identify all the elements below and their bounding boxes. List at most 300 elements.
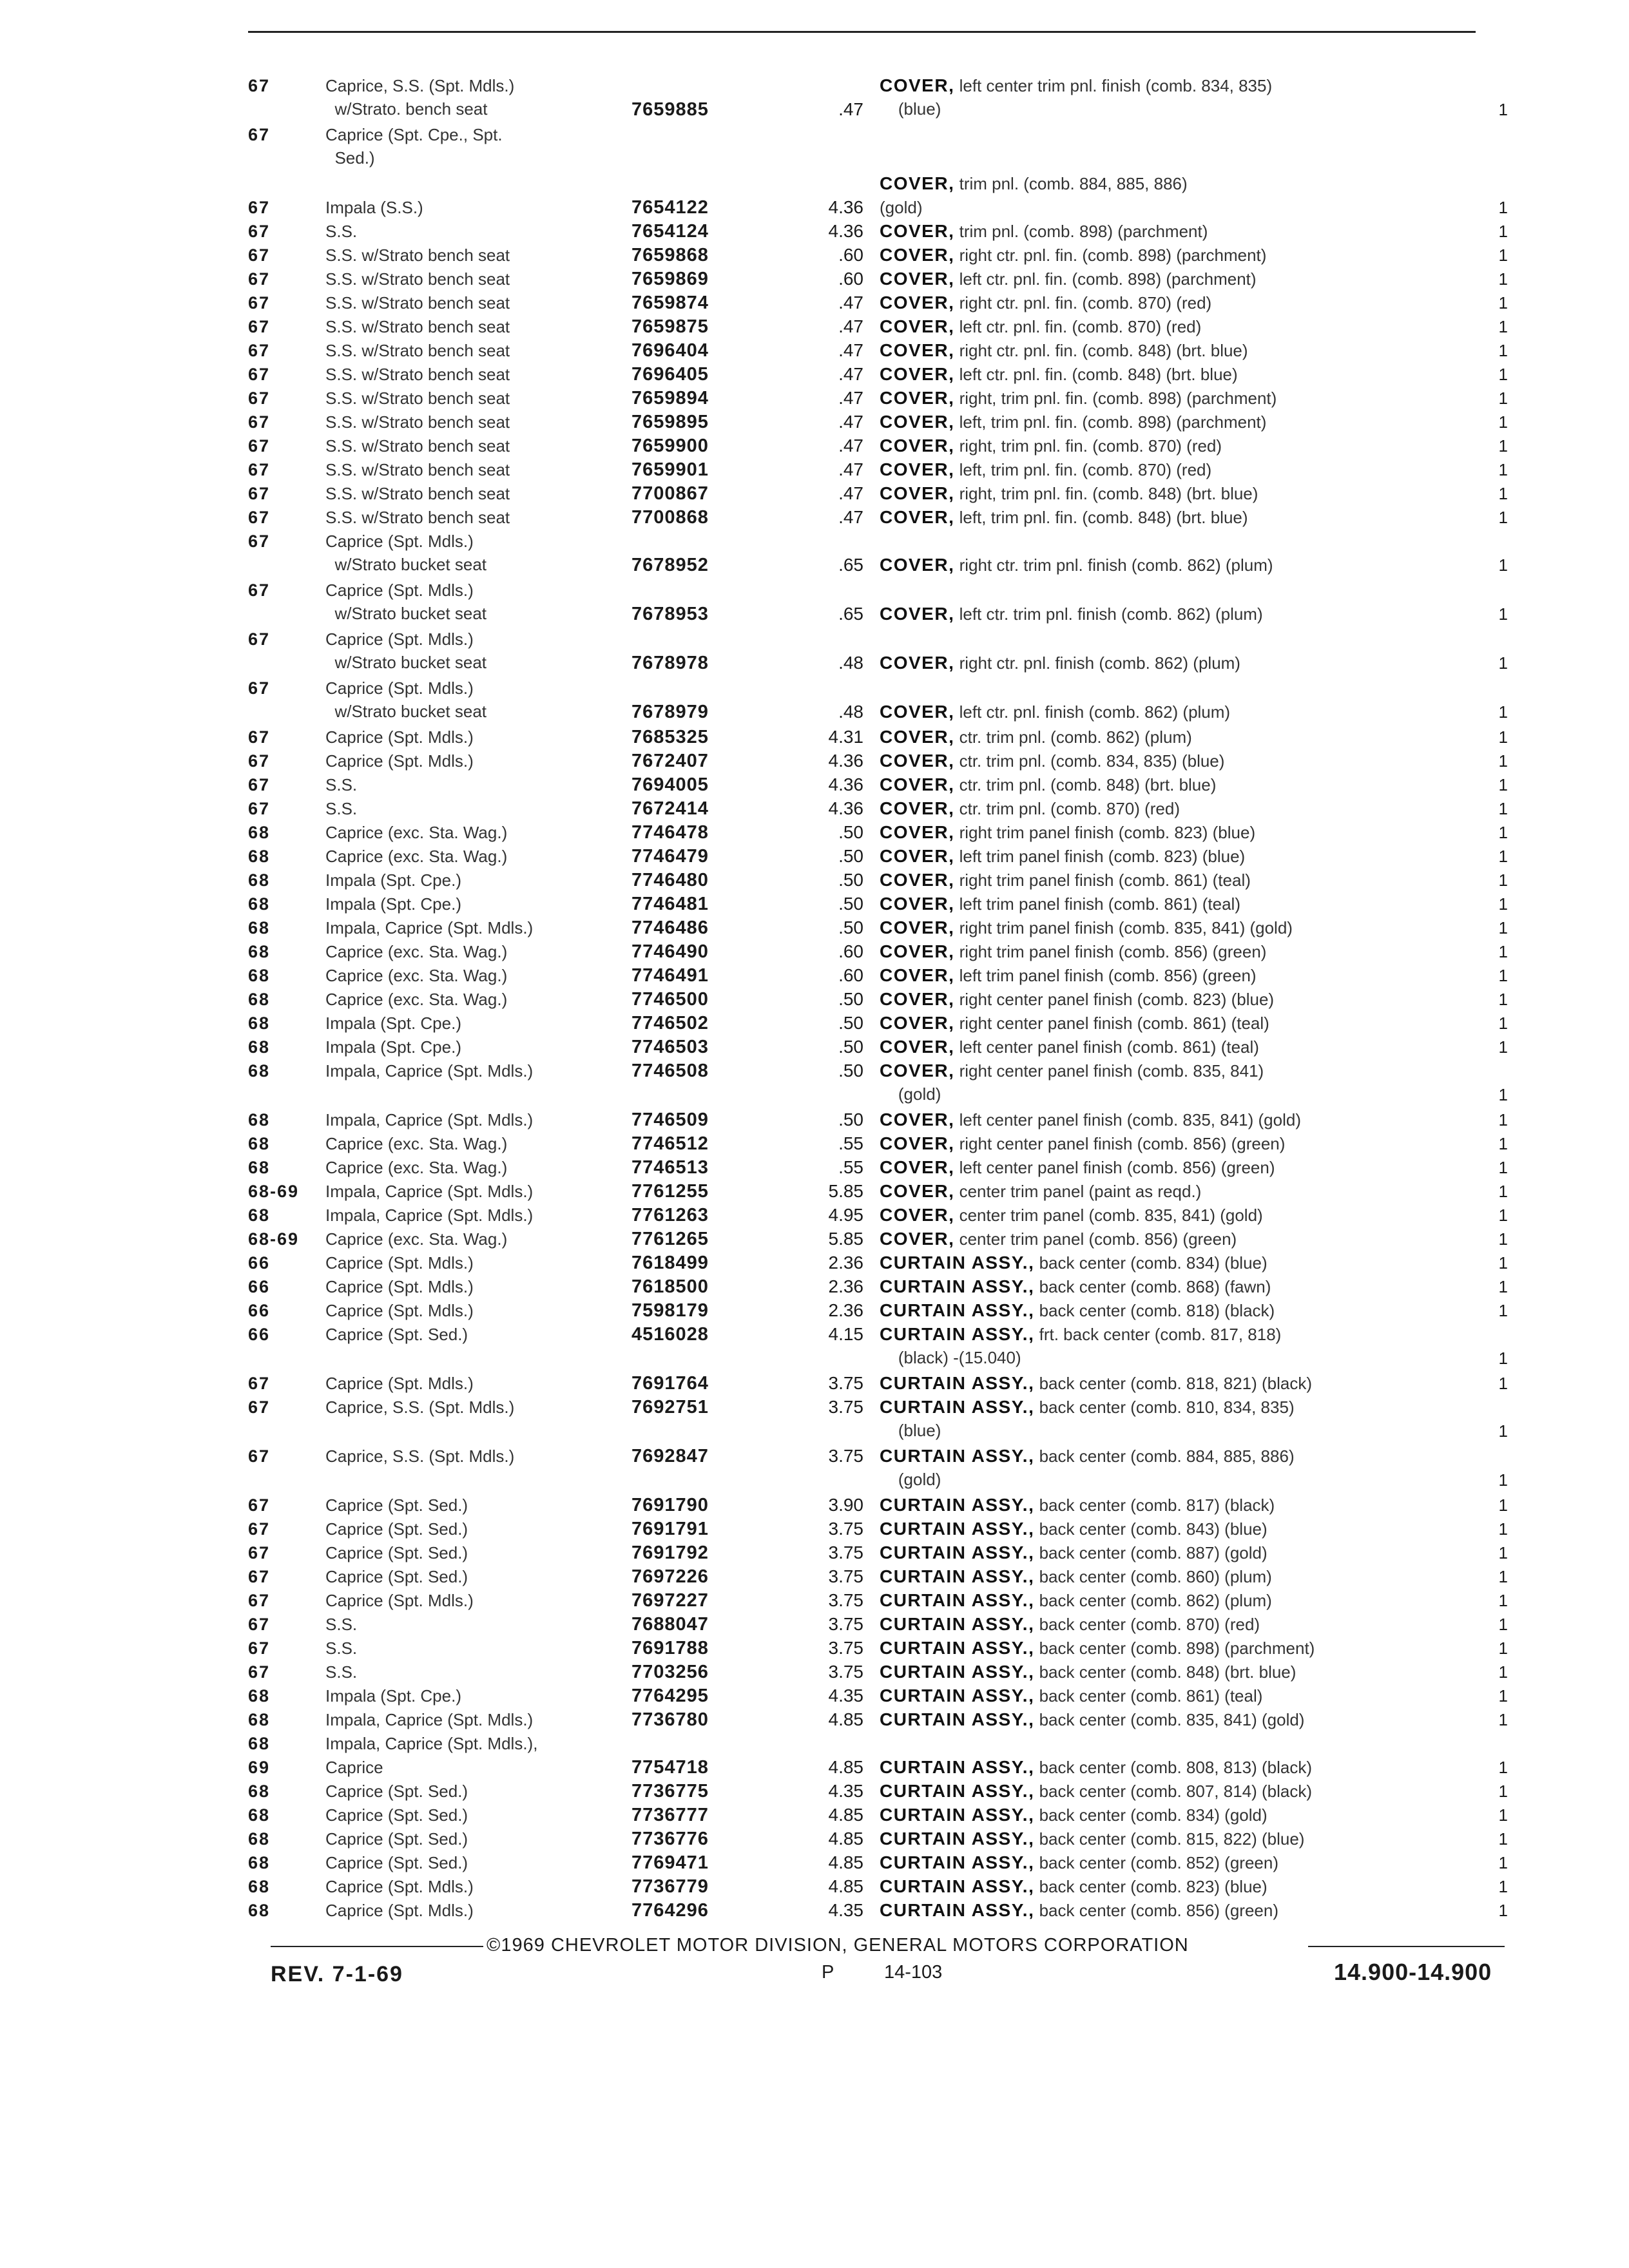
- row-description: COVER, right ctr. trim pnl. finish (comb. 862) (plum): [880, 555, 1273, 575]
- row-price: 2.36: [828, 1253, 863, 1273]
- table-row: [0, 1899, 1629, 1923]
- row-description: COVER, left ctr. pnl. fin. (comb. 898) (parchment): [880, 269, 1257, 289]
- row-year: 67: [248, 198, 271, 217]
- row-part-number: 7659869: [631, 269, 709, 289]
- row-price: 3.75: [828, 1590, 863, 1610]
- footer-revision: REV. 7-1-69: [271, 1962, 403, 1986]
- row-year: 66: [248, 1301, 271, 1320]
- row-quantity: 1: [1498, 1374, 1508, 1393]
- row-model: Caprice (exc. Sta. Wag.): [325, 1158, 508, 1177]
- row-part-number: 7692751: [631, 1397, 709, 1418]
- row-part-number: 7746480: [631, 870, 709, 890]
- row-year: 67: [248, 389, 271, 408]
- row-model: Caprice (Spt. Mdls.) w/Strato bucket seat: [325, 678, 487, 721]
- row-price: .50: [838, 1013, 863, 1033]
- row-model: Caprice (Spt. Mdls.): [325, 1901, 474, 1920]
- row-year: 67: [248, 799, 271, 818]
- row-part-number: 7746502: [631, 1013, 709, 1033]
- row-description: COVER, right, trim pnl. fin. (comb. 870) (red): [880, 436, 1222, 456]
- row-quantity: 1: [1498, 245, 1508, 265]
- row-price: .47: [838, 99, 863, 119]
- row-quantity: 1: [1498, 555, 1508, 575]
- row-description: CURTAIN ASSY., back center (comb. 815, 822) (blue): [880, 1829, 1305, 1849]
- row-description: COVER, ctr. trim pnl. (comb. 848) (brt. blue): [880, 774, 1217, 794]
- row-item-name: CURTAIN ASSY.,: [880, 1876, 1035, 1896]
- row-model: Caprice (Spt. Mdls.): [325, 1877, 474, 1896]
- row-year: 68: [248, 1037, 271, 1057]
- table-row: [0, 1227, 1629, 1251]
- row-quantity: 1: [1498, 293, 1508, 312]
- row-description: CURTAIN ASSY., back center (comb. 823) (blue): [880, 1876, 1268, 1896]
- row-part-number: 7678952: [631, 555, 709, 575]
- row-price: .50: [838, 822, 863, 842]
- table-row: [0, 244, 1629, 267]
- row-description: COVER, right, trim pnl. fin. (comb. 848) (brt. blue): [880, 483, 1258, 503]
- row-description: COVER, right trim panel finish (comb. 823) (blue): [880, 822, 1256, 842]
- row-item-name: COVER,: [880, 846, 955, 866]
- row-item-name: COVER,: [880, 870, 955, 890]
- table-row: [0, 726, 1629, 749]
- row-quantity: 1: [1498, 1591, 1508, 1610]
- row-model: S.S. w/Strato bench seat: [325, 484, 510, 503]
- table-row: [0, 363, 1629, 387]
- row-part-number: 7659874: [631, 293, 709, 313]
- row-price: 5.85: [828, 1229, 863, 1249]
- row-model: S.S.: [325, 222, 358, 241]
- row-year: 67: [248, 508, 271, 527]
- row-year: 67: [248, 1662, 271, 1682]
- row-model: S.S.: [325, 1615, 358, 1634]
- row-description: COVER, left ctr. pnl. fin. (comb. 870) (red): [880, 316, 1202, 336]
- table-row: [0, 1803, 1629, 1827]
- row-quantity: 1: [1498, 990, 1508, 1009]
- row-quantity: 1: [1498, 604, 1508, 624]
- row-part-number: 7764296: [631, 1900, 709, 1921]
- footer-rule-left: [271, 1946, 483, 1947]
- row-description: COVER, right trim panel finish (comb. 835, 841) (gold): [880, 918, 1293, 937]
- row-price: .48: [838, 653, 863, 673]
- table-row: [0, 628, 1629, 675]
- row-description: COVER, right center panel finish (comb. 835, 841) (gold): [880, 1061, 1264, 1104]
- row-quantity: 1: [1498, 942, 1508, 961]
- row-year: 67: [248, 222, 271, 241]
- row-part-number: 7736776: [631, 1829, 709, 1849]
- row-year: 68: [248, 1014, 271, 1033]
- row-price: 3.75: [828, 1614, 863, 1634]
- table-row: [0, 1396, 1629, 1443]
- row-model: Caprice (Spt. Mdls.): [325, 1374, 474, 1393]
- row-model: Impala (Spt. Cpe.): [325, 1686, 461, 1706]
- row-model: Caprice (exc. Sta. Wag.): [325, 966, 508, 985]
- row-year: 69: [248, 1758, 271, 1777]
- row-part-number: 7764295: [631, 1686, 709, 1706]
- row-quantity: 1: [1498, 1758, 1508, 1777]
- row-item-name: CURTAIN ASSY.,: [880, 1324, 1035, 1344]
- row-model: Caprice (exc. Sta. Wag.): [325, 990, 508, 1009]
- row-price: 2.36: [828, 1300, 863, 1320]
- row-item-name: CURTAIN ASSY.,: [880, 1757, 1035, 1777]
- row-price: 3.75: [828, 1446, 863, 1466]
- row-item-name: COVER,: [880, 173, 955, 193]
- row-item-name: CURTAIN ASSY.,: [880, 1519, 1035, 1539]
- row-part-number: 7697226: [631, 1566, 709, 1587]
- row-part-number: 7696404: [631, 340, 709, 361]
- row-part-number: 7691791: [631, 1519, 709, 1539]
- row-quantity: 1: [1498, 460, 1508, 479]
- row-description: CURTAIN ASSY., back center (comb. 843) (blue): [880, 1519, 1268, 1539]
- row-model: S.S. w/Strato bench seat: [325, 341, 510, 360]
- row-year: 68: [248, 1710, 271, 1729]
- row-price: .50: [838, 1037, 863, 1057]
- row-price: .47: [838, 459, 863, 479]
- table-row: [0, 1684, 1629, 1708]
- row-year: 67: [248, 678, 271, 698]
- row-model: Caprice (Spt. Sed.): [325, 1853, 468, 1872]
- row-year: 66: [248, 1277, 271, 1296]
- row-model: Impala (S.S.): [325, 198, 423, 217]
- table-row: [0, 1275, 1629, 1299]
- row-year: 67: [248, 412, 271, 432]
- row-price: .50: [838, 989, 863, 1009]
- row-price: 4.85: [828, 1829, 863, 1849]
- row-quantity: 1: [1498, 1158, 1508, 1177]
- row-description: COVER, center trim panel (paint as reqd.): [880, 1181, 1202, 1201]
- row-description: COVER, right trim panel finish (comb. 861) (teal): [880, 870, 1251, 890]
- row-part-number: 7691792: [631, 1542, 709, 1563]
- row-price: 4.35: [828, 1900, 863, 1920]
- row-description: COVER, trim pnl. (comb. 898) (parchment): [880, 221, 1208, 241]
- row-year: 67: [248, 1543, 271, 1562]
- row-quantity: 1: [1498, 1543, 1508, 1562]
- row-price: .50: [838, 918, 863, 937]
- row-model: Impala (Spt. Cpe.): [325, 870, 461, 890]
- row-year: 68: [248, 1110, 271, 1129]
- row-quantity: 1: [1498, 1782, 1508, 1801]
- row-price: 5.85: [828, 1181, 863, 1201]
- row-part-number: 7618499: [631, 1253, 709, 1273]
- row-part-number: 7659875: [631, 316, 709, 337]
- row-part-number: 7659901: [631, 459, 709, 480]
- row-year: 68: [248, 1805, 271, 1825]
- row-description: COVER, left center panel finish (comb. 861) (teal): [880, 1037, 1259, 1057]
- row-quantity: 1: [1498, 1710, 1508, 1729]
- table-row: [0, 458, 1629, 482]
- row-model: Caprice (Spt. Sed.): [325, 1543, 468, 1562]
- row-year: 68: [248, 847, 271, 866]
- row-description: CURTAIN ASSY., back center (comb. 887) (gold): [880, 1542, 1268, 1562]
- row-quantity: 1: [1498, 1421, 1508, 1441]
- row-model: S.S. w/Strato bench seat: [325, 317, 510, 336]
- row-item-name: CURTAIN ASSY.,: [880, 1829, 1035, 1849]
- table-row: [0, 677, 1629, 724]
- row-price: .47: [838, 364, 863, 384]
- row-description: CURTAIN ASSY., back center (comb. 860) (plum): [880, 1566, 1272, 1586]
- row-model: S.S. w/Strato bench seat: [325, 436, 510, 456]
- row-description: COVER, left, trim pnl. fin. (comb. 848) (brt. blue): [880, 507, 1248, 527]
- row-part-number: 7694005: [631, 774, 709, 795]
- row-item-name: COVER,: [880, 340, 955, 360]
- row-item-name: COVER,: [880, 1133, 955, 1153]
- row-price: .50: [838, 1110, 863, 1129]
- row-part-number: 7659894: [631, 388, 709, 408]
- row-model: S.S. w/Strato bench seat: [325, 460, 510, 479]
- row-price: .60: [838, 269, 863, 289]
- row-description: CURTAIN ASSY., back center (comb. 810, 834, 835) (blue): [880, 1397, 1295, 1440]
- row-quantity: 1: [1498, 389, 1508, 408]
- table-row: [0, 869, 1629, 892]
- row-item-name: COVER,: [880, 798, 955, 818]
- table-row: [0, 1780, 1629, 1803]
- row-description: COVER, right center panel finish (comb. 856) (green): [880, 1133, 1286, 1153]
- row-part-number: 7761263: [631, 1205, 709, 1225]
- table-row: [0, 773, 1629, 797]
- table-row: [0, 530, 1629, 577]
- row-quantity: 1: [1498, 1495, 1508, 1515]
- row-price: 4.85: [828, 1805, 863, 1825]
- row-year: 68: [248, 1158, 271, 1177]
- row-part-number: 7700868: [631, 507, 709, 528]
- row-quantity: 1: [1498, 1805, 1508, 1825]
- row-description: COVER, ctr. trim pnl. (comb. 834, 835) (blue): [880, 751, 1225, 771]
- row-quantity: 1: [1498, 412, 1508, 432]
- row-quantity: 1: [1498, 823, 1508, 842]
- row-year: 67: [248, 1567, 271, 1586]
- table-row: [0, 964, 1629, 988]
- row-price: .65: [838, 604, 863, 624]
- row-quantity: 1: [1498, 1853, 1508, 1872]
- row-item-name: COVER,: [880, 269, 955, 289]
- row-model: Impala, Caprice (Spt. Mdls.): [325, 918, 534, 937]
- table-row: [0, 940, 1629, 964]
- row-part-number: 7761265: [631, 1229, 709, 1249]
- row-item-name: COVER,: [880, 1013, 955, 1033]
- row-part-number: 7736775: [631, 1781, 709, 1802]
- row-year: 67: [248, 484, 271, 503]
- row-part-number: 7746509: [631, 1110, 709, 1130]
- row-item-name: CURTAIN ASSY.,: [880, 1614, 1035, 1634]
- row-item-name: COVER,: [880, 727, 955, 747]
- row-description: CURTAIN ASSY., back center (comb. 834) (gold): [880, 1805, 1268, 1825]
- row-item-name: CURTAIN ASSY.,: [880, 1397, 1035, 1417]
- row-description: CURTAIN ASSY., back center (comb. 834) (blue): [880, 1253, 1268, 1273]
- row-model: Caprice (Spt. Sed.): [325, 1495, 468, 1515]
- row-year: 67: [248, 751, 271, 771]
- row-part-number: 7746491: [631, 965, 709, 986]
- row-part-number: 7746479: [631, 846, 709, 867]
- row-price: 4.31: [828, 727, 863, 747]
- row-price: .50: [838, 894, 863, 914]
- row-description: COVER, center trim panel (comb. 835, 841) (gold): [880, 1205, 1263, 1225]
- row-item-name: CURTAIN ASSY.,: [880, 1709, 1035, 1729]
- row-year: 68-69: [248, 1229, 300, 1249]
- row-model: Caprice (Spt. Sed.): [325, 1325, 468, 1344]
- row-item-name: COVER,: [880, 965, 955, 985]
- row-year: 67: [248, 341, 271, 360]
- row-model: Caprice (Spt. Sed.): [325, 1567, 468, 1586]
- row-quantity: 1: [1498, 1085, 1508, 1104]
- row-item-name: COVER,: [880, 941, 955, 961]
- row-model: Impala, Caprice (Spt. Mdls.): [325, 1182, 534, 1201]
- row-year: 68: [248, 1061, 271, 1081]
- row-description: COVER, right ctr. pnl. fin. (comb. 848) (brt. blue): [880, 340, 1248, 360]
- row-year: 68: [248, 990, 271, 1009]
- table-row: [0, 1589, 1629, 1613]
- row-part-number: 7746513: [631, 1157, 709, 1178]
- row-price: 4.36: [828, 221, 863, 241]
- row-item-name: COVER,: [880, 555, 955, 575]
- row-model: Caprice (exc. Sta. Wag.): [325, 847, 508, 866]
- row-quantity: 1: [1498, 484, 1508, 503]
- row-quantity: 1: [1498, 1182, 1508, 1201]
- row-model: S.S.: [325, 1639, 358, 1658]
- row-item-name: COVER,: [880, 774, 955, 794]
- row-model: Impala, Caprice (Spt. Mdls.),: [325, 1734, 538, 1753]
- row-price: 4.85: [828, 1709, 863, 1729]
- row-item-name: CURTAIN ASSY.,: [880, 1781, 1035, 1801]
- row-price: 4.85: [828, 1852, 863, 1872]
- row-item-name: COVER,: [880, 483, 955, 503]
- row-quantity: 1: [1498, 317, 1508, 336]
- row-quantity: 1: [1498, 1134, 1508, 1153]
- row-part-number: 7688047: [631, 1614, 709, 1635]
- row-item-name: COVER,: [880, 702, 955, 722]
- row-year: 68: [248, 870, 271, 890]
- row-part-number: 7654122: [631, 197, 709, 218]
- table-row: [0, 410, 1629, 434]
- row-year: 67: [248, 460, 271, 479]
- row-price: .55: [838, 1157, 863, 1177]
- table-row: [0, 315, 1629, 339]
- row-model: Caprice (exc. Sta. Wag.): [325, 942, 508, 961]
- row-model: Caprice (Spt. Mdls.): [325, 1253, 474, 1273]
- row-item-name: COVER,: [880, 1229, 955, 1249]
- row-part-number: 7746512: [631, 1133, 709, 1154]
- row-item-name: COVER,: [880, 507, 955, 527]
- row-part-number: 7696405: [631, 364, 709, 385]
- row-item-name: CURTAIN ASSY.,: [880, 1253, 1035, 1273]
- row-year: 67: [248, 727, 271, 747]
- table-row: [0, 1180, 1629, 1204]
- row-model: Caprice (exc. Sta. Wag.): [325, 1229, 508, 1249]
- row-year: 68: [248, 823, 271, 842]
- row-year: 67: [248, 775, 271, 794]
- table-row: [0, 821, 1629, 845]
- table-row: [0, 434, 1629, 458]
- row-quantity: 1: [1498, 1470, 1508, 1490]
- row-part-number: 7691764: [631, 1373, 709, 1394]
- row-model: Caprice (Spt. Mdls.): [325, 727, 474, 747]
- table-row: [0, 1132, 1629, 1156]
- top-rule: [248, 31, 1476, 33]
- row-description: COVER, left ctr. pnl. finish (comb. 862) (plum): [880, 702, 1231, 722]
- row-quantity: 1: [1498, 1277, 1508, 1296]
- table-row: [0, 1323, 1629, 1370]
- row-year: 66: [248, 1253, 271, 1273]
- row-year: 67: [248, 293, 271, 312]
- table-row: [0, 916, 1629, 940]
- row-part-number: 7746503: [631, 1037, 709, 1057]
- table-row: [0, 1156, 1629, 1180]
- row-item-name: CURTAIN ASSY.,: [880, 1805, 1035, 1825]
- row-model: Caprice (Spt. Mdls.): [325, 1301, 474, 1320]
- row-quantity: 1: [1498, 751, 1508, 771]
- row-part-number: 7761255: [631, 1181, 709, 1202]
- row-item-name: CURTAIN ASSY.,: [880, 1566, 1035, 1586]
- row-item-name: CURTAIN ASSY.,: [880, 1900, 1035, 1920]
- row-item-name: COVER,: [880, 653, 955, 673]
- row-quantity: 1: [1498, 1567, 1508, 1586]
- row-year: 67: [248, 1374, 271, 1393]
- row-description: COVER, left, trim pnl. fin. (comb. 870) (red): [880, 459, 1212, 479]
- row-quantity: 1: [1498, 727, 1508, 747]
- row-item-name: CURTAIN ASSY.,: [880, 1276, 1035, 1296]
- footer-rule-right: [1308, 1946, 1505, 1947]
- table-row: [0, 1204, 1629, 1227]
- row-year: 68: [248, 942, 271, 961]
- row-part-number: 7700867: [631, 483, 709, 504]
- row-item-name: COVER,: [880, 1061, 955, 1081]
- row-year: 68: [248, 1206, 271, 1225]
- row-description: COVER, left ctr. trim pnl. finish (comb. 862) (plum): [880, 604, 1263, 624]
- row-year: 68: [248, 966, 271, 985]
- row-item-name: CURTAIN ASSY.,: [880, 1590, 1035, 1610]
- table-row: [0, 1035, 1629, 1059]
- row-year: 68-69: [248, 1182, 300, 1201]
- row-model: S.S. w/Strato bench seat: [325, 245, 510, 265]
- row-price: .47: [838, 388, 863, 408]
- table-row: [0, 123, 1629, 171]
- row-price: .47: [838, 483, 863, 503]
- footer-copyright: ©1969 CHEVROLET MOTOR DIVISION, GENERAL MOTORS CORPORATION: [487, 1935, 1189, 1956]
- table-row: [0, 1059, 1629, 1107]
- row-model: Caprice (Spt. Sed.): [325, 1805, 468, 1825]
- row-year: 67: [248, 365, 271, 384]
- row-part-number: 7746508: [631, 1061, 709, 1081]
- row-item-name: COVER,: [880, 1110, 955, 1129]
- row-year: 68: [248, 894, 271, 914]
- row-price: .50: [838, 870, 863, 890]
- row-model: Impala, Caprice (Spt. Mdls.): [325, 1110, 534, 1129]
- row-quantity: 1: [1498, 436, 1508, 456]
- row-description: COVER, left trim panel finish (comb. 823) (blue): [880, 846, 1246, 866]
- row-part-number: 7654124: [631, 221, 709, 242]
- row-description: CURTAIN ASSY., back center (comb. 898) (parchment): [880, 1638, 1315, 1658]
- row-price: 3.75: [828, 1542, 863, 1562]
- row-price: .60: [838, 245, 863, 265]
- row-part-number: 7697227: [631, 1590, 709, 1611]
- row-item-name: COVER,: [880, 388, 955, 408]
- row-price: 3.75: [828, 1519, 863, 1539]
- row-part-number: 7736779: [631, 1876, 709, 1897]
- row-quantity: 1: [1498, 894, 1508, 914]
- row-year: 67: [248, 532, 271, 551]
- row-description: COVER, left center trim pnl. finish (comb. 834, 835) (blue): [880, 75, 1273, 119]
- table-row: [0, 1251, 1629, 1275]
- row-description: COVER, left center panel finish (comb. 856) (green): [880, 1157, 1275, 1177]
- row-quantity: 1: [1498, 1253, 1508, 1273]
- row-item-name: COVER,: [880, 1181, 955, 1201]
- table-row: [0, 579, 1629, 626]
- row-description: CURTAIN ASSY., back center (comb. 818, 821) (black): [880, 1373, 1313, 1393]
- row-part-number: 7691790: [631, 1495, 709, 1515]
- row-year: 67: [248, 245, 271, 265]
- row-year: 67: [248, 1591, 271, 1610]
- row-quantity: 1: [1498, 1229, 1508, 1249]
- row-price: .47: [838, 412, 863, 432]
- row-model: Caprice (Spt. Cpe., Spt. Sed.): [325, 125, 503, 168]
- row-price: .50: [838, 1061, 863, 1081]
- row-item-name: CURTAIN ASSY.,: [880, 1542, 1035, 1562]
